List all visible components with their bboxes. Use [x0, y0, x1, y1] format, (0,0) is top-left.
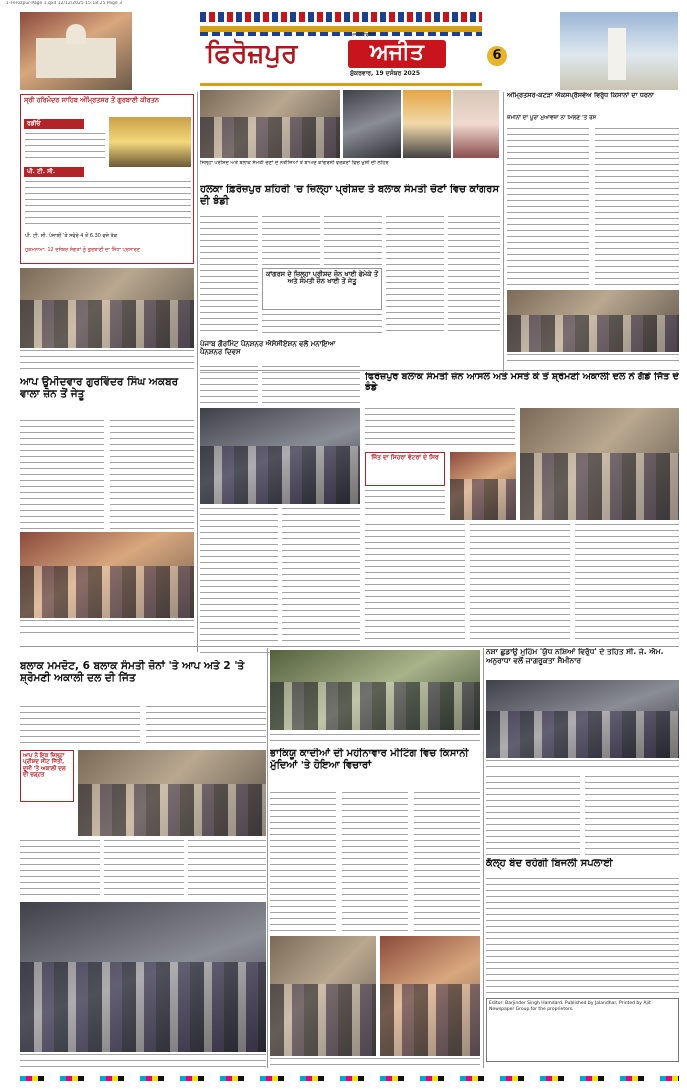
mamdot-headline: ਬਲਾਕ ਮਮਦੋਟ, 6 ਬਲਾਕ ਸੰਮਤੀ ਜ਼ੋਨਾਂ 'ਤੇ ਆਪ ਅਤੇ 2 'ਤੇ ਸ਼੍ਰੋਮਣੀ ਅਕਾਲੀ ਦਲ ਦੀ ਜਿੱਤ — [20, 660, 245, 685]
aap-headline: ਆਪ ਉਮੀਦਵਾਰ ਗੁਰਵਿੰਦਰ ਸਿੰਘ ਅਕਬਰ ਵਾਲਾ ਜ਼ੋਨ ਤੋਂ ਜੇਤੂ — [20, 376, 179, 401]
right-top-sub: ਜ਼ਮੀਨਾਂ ਦਾ ਪੂਰਾ ਮੁਆਵਜ਼ਾ ਨਾ ਮਿਲਣ 'ਤੇ ਰੋਸ — [507, 115, 597, 121]
masthead — [200, 26, 482, 86]
kirtan-title: ਸ੍ਰੀ ਹਰਿਮੰਦਰ ਸਾਹਿਬ ਅੰਮ੍ਰਿਤਸਰ ਤੋਂ ਗੁਰਬਾਣੀ ਕੀਰਤਨ — [24, 96, 159, 104]
lead-photo-1 — [200, 90, 340, 158]
masthead-city: ਫਿਰੋਜ਼ਪੁਰ — [206, 39, 298, 69]
right-top-photo — [507, 290, 679, 352]
section-rule — [200, 370, 679, 371]
registration-strip — [20, 1076, 679, 1081]
lead-portrait-1 — [343, 90, 401, 158]
golden-temple-photo — [109, 117, 191, 167]
pensioner-headline: ਪੰਜਾਬ ਗੌਰਮਿੰਟ ਪੈਨਸ਼ਨਰ ਐਸੋਸੀਏਸ਼ਨ ਵਲੋਂ ਮਨਾਇਆ ਪੈਨਸ਼ਨਰ ਦਿਵਸ — [200, 340, 336, 357]
masthead-pattern — [200, 12, 482, 22]
lead-portrait-2 — [403, 90, 451, 158]
mamdot-photo-3 — [20, 902, 266, 1052]
column-rule — [503, 92, 504, 372]
mamdot-photo — [270, 650, 480, 730]
masthead-date: ਸ਼ੁੱਕਰਵਾਰ, 19 ਦਸੰਬਰ 2025 — [350, 70, 421, 77]
mamdot-callout: ਆਪ ਨੇ ਇਕ ਜ਼ਿਲ੍ਹਾ ਪ੍ਰੀਸ਼ਦ ਸੀਟ ਜਿੱਤੀ, ਦੂਜੀ 'ਤੇ ਅਕਾਲੀ ਦਲ ਦੀ ਚੜ੍ਹਤ — [20, 750, 74, 802]
seminar-headline: ਨਸ਼ਾ ਛੁਡਾਉ ਮੁਹਿੰਮ 'ਯੁੱਧ ਨਸ਼ਿਆਂ ਵਿਰੁੱਧ' ਦੇ ਤਹਿਤ ਸੀ. ਜੇ. ਐਮ. ਅਨੁਰਾਧਾ ਵਲੋਂ ਜਾਗਰੂਕਤਾ ਸੈਮੀਨਾਰ — [486, 648, 664, 665]
lead-intro: ਜਿਲ੍ਹਾ ਪਰੀਸ਼ਦ ਅਤੇ ਬਲਾਕ ਸੰਮਤੀ ਚੋਣਾਂ ਦੇ ਨਤੀਜਿਆਂ ਤੋਂ ਬਾਅਦ ਕਾਂਗਰਸੀ ਵਰਕਰਾਂ ਵਿਚ ਖੁਸ਼ੀ ਦੀ ਲਹਿਰ — [200, 160, 389, 166]
seminar-photo — [486, 680, 679, 758]
aap-photo — [20, 268, 194, 348]
footer-imprint: Editor: Barjinder Singh Hamdard. Published by Jalandhar, Printed by Ajit Newspaper Group for the proprietors. — [486, 998, 679, 1062]
kirtan-box — [20, 94, 194, 264]
right-top-headline: ਅੰਮ੍ਰਿਤਸਰ-ਕਟੜਾ ਐਕਸਪ੍ਰੈਸਵੇਅ ਵਿਰੁੱਧ ਕਿਸਾਨਾਂ ਦਾ ਧਰਨਾ — [507, 92, 654, 99]
page-number: 6 — [487, 46, 507, 66]
gurdwara-photo — [20, 12, 132, 90]
mamdot-photo-2 — [78, 750, 266, 836]
kadian-photo-1 — [270, 936, 376, 1056]
radio-label: ਰਡੀਓ — [24, 119, 84, 129]
column-rule — [267, 648, 268, 1068]
aap-photo-2 — [20, 532, 194, 618]
power-headline: ਕੱਲ੍ਹ ਬੰਦ ਰਹੇਗੀ ਬਿਜਲੀ ਸਪਲਾਈ — [486, 858, 613, 869]
masthead-paper: ਅਜੀਤ — [348, 40, 446, 68]
kirtan-note-2: ਹੁਕਮਨਾਮਾ: 12 ਦਸੰਬਰ ਸੰਗਤਾਂ ਨੂੰ ਗੁਰਬਾਣੀ ਦਾ ਸਿੱਧਾ ਪ੍ਰਸਾਰਣ — [25, 247, 140, 253]
masthead-brand-small: ਅਜੀਤ ਵਿਸ਼ੇਸ਼ — [350, 32, 376, 38]
kadian-headline: ਭਾਕਿਯੂ ਕਾਦੀਆਂ ਦੀ ਮਹੀਨਾਵਾਰ ਮੀਟਿੰਗ ਵਿਚ ਕਿਸਾਨੀ ਮੁੱਦਿਆਂ 'ਤੇ ਹੋਇਆ ਵਿਚਾਰਾਂ — [270, 748, 469, 771]
column-rule — [197, 92, 198, 652]
akali-photo-2 — [450, 452, 516, 520]
ptc-label: ਪੀ. ਟੀ. ਸੀ. — [24, 167, 84, 177]
kadian-photo-2 — [380, 936, 480, 1056]
print-slug: 1-Ferozpur-Page 1.qxd 12/12/2025 15:18:25 Page 3 — [6, 1, 122, 6]
column-rule — [483, 648, 484, 1068]
lead-headline: ਹਲਕਾ ਫ਼ਿਰੋਜ਼ਪੁਰ ਸ਼ਹਿਰੀ 'ਚ ਜ਼ਿਲ੍ਹਾ ਪ੍ਰੀਸ਼ਦ ਤੇ ਬਲਾਕ ਸੰਮਤੀ ਚੋਣਾਂ ਵਿਚ ਕਾਂਗਰਸ ਦੀ ਝੰਡੀ — [200, 184, 499, 207]
pensioner-photo — [200, 408, 360, 504]
section-rule — [20, 646, 679, 647]
block-samiti-headline: ਫਿਰੋਜ਼ਪੁਰ ਬਲਾਕ ਸੰਮਤੀ ਜ਼ੋਨ ਆਸਲ ਅਤੇ ਮਸਤੇ ਕੇ ਤੋਂ ਸ਼੍ਰੋਮਣੀ ਅਕਾਲੀ ਦਲ ਨੇ ਗੱਡੇ ਜਿੱਤ ਦੇ ਝੰਡੇ — [365, 372, 679, 393]
lead-portrait-3 — [453, 90, 499, 158]
lead-subhead: ਕਾਂਗਰਸ ਦੇ ਜ਼ਿਲ੍ਹਾ ਪ੍ਰੀਸ਼ਦ ਜ਼ੋਨ ਖਾਈ ਫੇਮੇਕੇ ਤੋਂ ਅਤੇ ਸੰਮਤੀ ਜ਼ੋਨ ਖਾਈ ਤੋਂ ਜੇਤੂ — [262, 268, 382, 310]
akali-photo — [520, 408, 679, 520]
quote-box: ਜਿੱਤ ਦਾ ਸਿਹਰਾ ਵੋਟਰਾਂ ਦੇ ਸਿਰ — [365, 452, 445, 486]
kirtan-note-1: ਪੀ. ਟੀ. ਸੀ. ਪੰਜਾਬੀ 'ਤੇ ਸਵੇਰੇ 4 ਤੋਂ 6.30 ਵਜੇ ਤੱਕ — [25, 233, 118, 239]
memorial-photo — [560, 12, 678, 90]
